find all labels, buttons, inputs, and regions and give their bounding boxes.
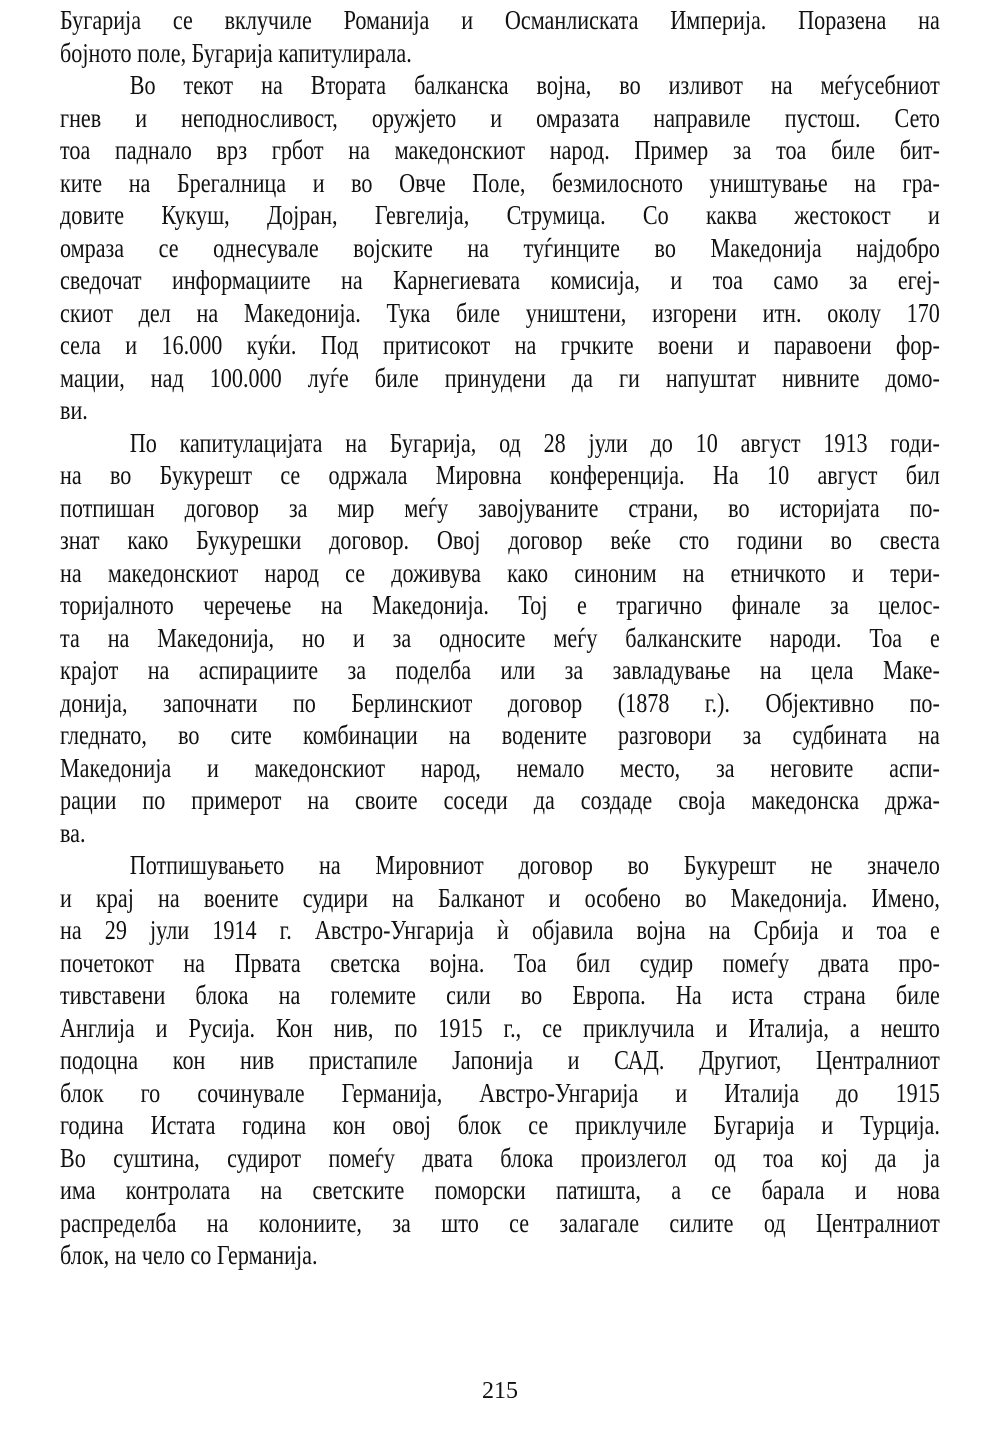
paragraph	[60, 4, 940, 69]
page-number: 215	[482, 1378, 518, 1404]
text-line: торијалното черечење на Македонија. Тој е трагично финале за целос-	[60, 590, 940, 620]
text-line: Англија и Русија. Кон нив, по 1915 г., се приклучила и Италија, а нешто	[60, 1012, 940, 1043]
text-line: Во суштина, судирот помеѓу двата блока произлегол од тоа кој да ја	[60, 1142, 940, 1173]
document-body	[60, 4, 940, 1272]
text-line: мации, над 100.000 луѓе биле принудени да ги напуштат нивните домо-	[60, 362, 940, 393]
text-line: ките на Брегалница и во Овче Поле, безмилосното уништување на гра-	[60, 167, 940, 198]
text-line: села и 16.000 куќи. Под притисокот на грчките воени и паравоени фор-	[60, 330, 940, 360]
text-line: довите Кукуш, Дојран, Гевгелија, Струмица. Со каква жестокост и	[60, 200, 940, 230]
text-line: По капитулацијата на Бугарија, од 28 јули до 10 август 1913 годи-	[129, 427, 940, 458]
text-line: сведочат информациите на Карнегиевата комисија, и тоа само за егеј-	[60, 265, 940, 295]
text-line: гледнато, во сите комбинации на водените разговори за судбината на	[60, 720, 940, 750]
text-line: тоа паднало врз грбот на македонскиот народ. Пример за тоа биле бит-	[60, 135, 940, 165]
text-line: потпишан договор за мир меѓу завојуваните страни, во историјата по-	[60, 492, 940, 523]
paragraph	[60, 69, 940, 427]
text-line: рации по примерот на своите соседи да создаде своја македонска држа-	[60, 785, 940, 815]
text-line: Македонија и македонскиот народ, немало место, за неговите аспи-	[60, 752, 940, 783]
text-line: тивставени блока на големите сили во Европа. На иста страна биле	[60, 980, 940, 1010]
text-line: и крај на воените судири на Балканот и особено во Македонија. Имено,	[60, 882, 940, 913]
text-line: блок, на чело со Германија.	[60, 1240, 318, 1270]
text-line: на 29 јули 1914 г. Австро-Унгарија ѝ објавила војна на Србија и тоа е	[60, 915, 940, 945]
text-line: почетокот на Првата светска војна. Тоа бил судир помеѓу двата про-	[60, 947, 940, 978]
text-line: гнев и неподносливост, оружјето и омразата направиле пустош. Сето	[60, 102, 940, 133]
text-line: на македонскиот народ се доживува како синоним на етничкото и тери-	[60, 557, 940, 588]
text-line: блок го сочинувале Германија, Австро-Унгарија и Италија до 1915	[60, 1077, 940, 1108]
text-line: распределба на колониите, за што се залагале силите од Централниот	[60, 1207, 940, 1238]
text-line: крајот на аспирациите за поделба или за завладување на цела Маке-	[60, 655, 940, 685]
text-line: подоцна кон нив пристапиле Јапонија и САД. Другиот, Централниот	[60, 1045, 940, 1075]
text-line: ви.	[60, 395, 88, 425]
text-line: знат како Букурешки договор. Овој договор веќе сто години во свеста	[60, 525, 940, 555]
text-line: ва.	[60, 817, 86, 848]
text-line: скиот дел на Македонија. Тука биле уништени, изгорени итн. околу 170	[60, 297, 940, 328]
text-line: година Истата година кон овој блок се приклучиле Бугарија и Турција.	[60, 1110, 940, 1140]
paragraph	[60, 427, 940, 850]
text-line: та на Македонија, но и за односите меѓу балканските народи. Тоа е	[60, 622, 940, 653]
text-line: донија, започнати по Берлинскиот договор (1878 г.). Објективно по-	[60, 687, 940, 718]
paragraph	[60, 849, 940, 1272]
text-line: бојното поле, Бугарија капитулирала.	[60, 37, 412, 68]
text-line: има контролата на светските поморски патишта, а се барала и нова	[60, 1175, 940, 1205]
text-line: на во Букурешт се одржала Мировна конференција. На 10 август бил	[60, 460, 940, 490]
text-line: Потпишувањето на Мировниот договор во Букурешт не значело	[129, 850, 940, 880]
text-line: Бугарија се вклучиле Романија и Османлиската Империја. Поразена на	[60, 5, 940, 35]
text-line: Во текот на Втората балканска војна, во изливот на меѓусебниот	[129, 70, 940, 100]
text-line: омраза се однесувале војските на туѓинците во Македонија најдобро	[60, 232, 940, 263]
